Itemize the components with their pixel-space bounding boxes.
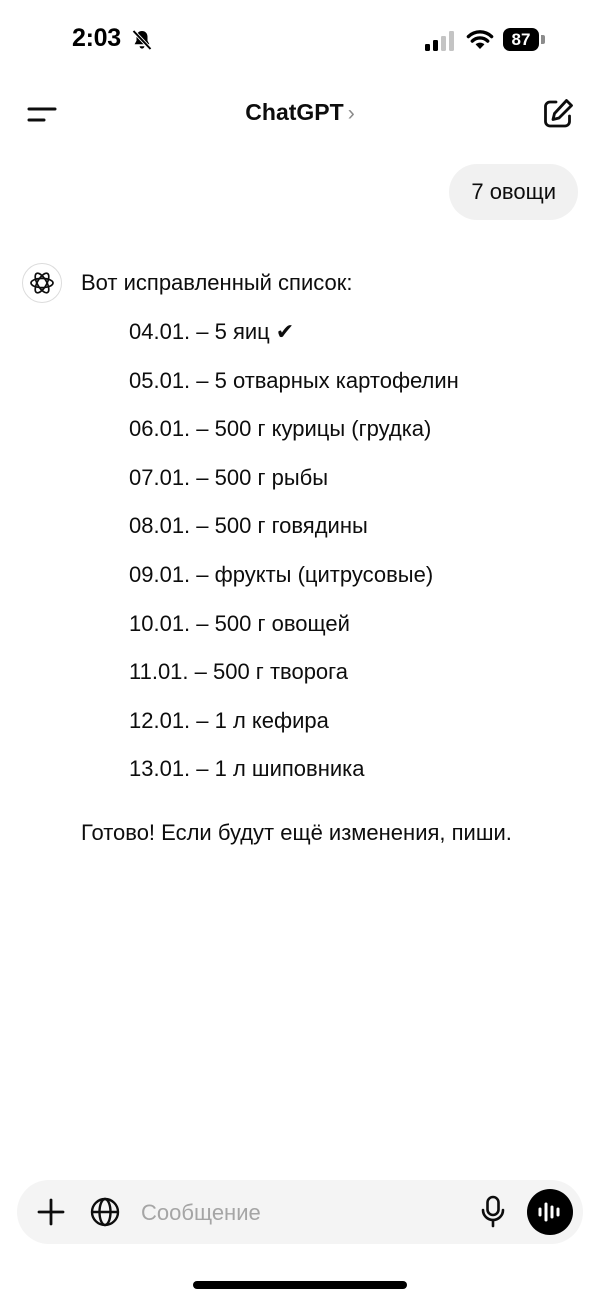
cellular-signal-icon [424,31,456,51]
status-bar [0,0,600,80]
assistant-avatar [22,263,62,303]
status-time: 2:03 [72,24,121,52]
message-composer [17,1180,583,1244]
wifi-icon [466,28,494,50]
list-item-text: 09.01. – фрукты (цитрусовые) [129,561,434,587]
user-message-text: 7 овощи [471,179,556,204]
voice-mode-button[interactable] [527,1189,573,1235]
bell-slash-icon [130,28,154,52]
battery-icon [503,28,539,51]
list-item-text: 11.01. – 500 г творога [129,659,348,685]
list-item-text: 10.01. – 500 г овощей [129,610,350,636]
list-item-text: 13.01. – 1 л шиповника [129,756,365,782]
list-item-text: 06.01. – 500 г курицы (грудка) [129,416,432,442]
message-input[interactable] [139,1192,473,1234]
home-indicator [193,1281,407,1289]
assistant-outro: Готово! Если будут ещё изменения, пиши. [81,820,512,845]
model-selector[interactable] [0,99,600,126]
new-chat-icon[interactable] [540,96,576,132]
app-title: ChatGPT [245,99,344,125]
voice-waveform-icon [536,1200,564,1224]
battery-tip [541,35,545,44]
list-item-text: 08.01. – 500 г говядины [129,513,368,539]
chevron-right-icon: › [347,102,355,125]
top-bar [0,82,600,146]
list-item-text: 04.01. – 5 яиц [129,319,270,344]
list-item-text: 12.01. – 1 л кефира [129,707,329,733]
battery-level: 87 [511,30,531,49]
list-item-text: 07.01. – 500 г рыбы [129,464,329,490]
plus-icon[interactable] [35,1196,67,1228]
check-mark-icon: ✔ [275,319,295,344]
user-message-bubble [449,164,578,220]
assistant-intro: Вот исправленный список: [81,270,353,295]
globe-icon[interactable] [89,1196,121,1228]
microphone-icon[interactable] [479,1194,507,1230]
list-item-text: 05.01. – 5 отварных картофелин [129,367,459,393]
openai-logo-icon [28,269,56,297]
